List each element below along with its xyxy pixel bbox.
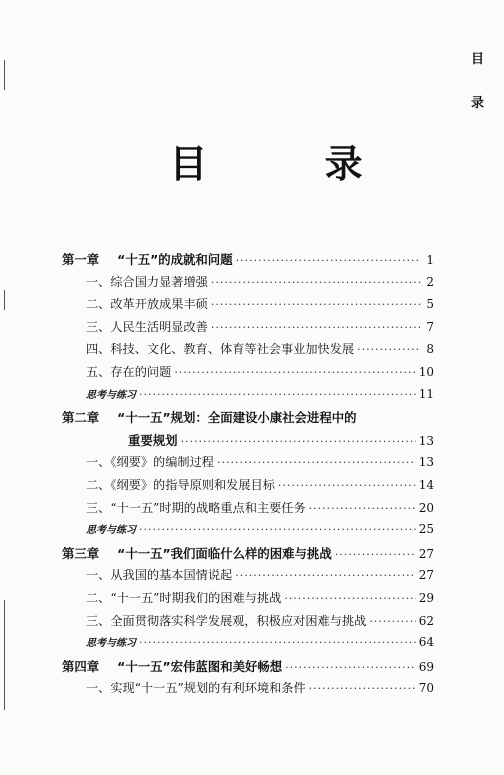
toc-chapter-entry[interactable] (62, 431, 434, 454)
chapter-number: 第三章 (62, 545, 100, 561)
toc-entry-text: “十五”的成就和问题 (117, 252, 233, 267)
leader-dots (139, 388, 416, 401)
toc-section-entry[interactable] (62, 273, 434, 296)
toc-entry-label (86, 476, 275, 493)
toc-entry-label (86, 318, 208, 335)
toc-entry-label (62, 408, 357, 426)
toc-page-number: 7 (426, 319, 434, 334)
toc-page-number: 13 (418, 433, 434, 448)
chapter-number: 第一章 (62, 252, 100, 267)
toc-entry-text: 思考与练习 (86, 638, 136, 650)
toc-entry-text: “十一五”我们面临什么样的困难与挑战 (117, 545, 332, 561)
toc-section-entry[interactable] (62, 295, 434, 318)
toc-section-entry[interactable] (62, 363, 434, 386)
leader-dots (236, 254, 421, 267)
toc-section-entry[interactable] (62, 612, 434, 635)
toc-entry-text: 一、实现“十一五”规划的有利环境和条件 (86, 681, 306, 696)
toc-chapter-entry[interactable] (62, 657, 434, 680)
toc-entry-label (86, 634, 136, 649)
toc-entry-text: 三、人民生活明显改善 (86, 319, 208, 334)
scan-edge-mark (4, 60, 5, 90)
toc-page-number: 64 (418, 635, 434, 650)
toc-exercise-entry[interactable] (62, 634, 434, 657)
toc-entry-label (128, 431, 178, 449)
toc-page-number: 70 (418, 681, 434, 696)
toc-page-number: 25 (418, 522, 434, 537)
toc-page-number: 69 (418, 659, 434, 674)
toc-entry-label (86, 453, 214, 470)
chapter-number: 第二章 (62, 410, 100, 426)
toc-entry-text: 三、全面贯彻落实科学发展观，积极应对困难与挑战 (86, 613, 367, 628)
toc-page-number: 2 (426, 274, 434, 289)
toc-entry-text: 二、改革开放成果丰硕 (86, 297, 208, 312)
toc-chapter-entry[interactable] (62, 408, 434, 431)
toc-entry-label (86, 386, 136, 401)
page-title: 目 录 (169, 142, 415, 186)
leader-dots (235, 569, 415, 582)
toc-entry-label (86, 589, 281, 606)
toc-entry-label (86, 566, 232, 583)
leader-dots (284, 592, 415, 605)
toc-entry-label (86, 273, 208, 290)
toc-entry-label (62, 544, 332, 562)
toc-section-entry[interactable] (62, 679, 434, 702)
toc-entry-label (86, 679, 306, 696)
toc-entry-text: 二、“十一五”时期我们的困难与挑战 (86, 590, 282, 605)
toc-section-entry[interactable] (62, 453, 434, 476)
scan-edge-mark (4, 600, 5, 710)
leader-dots (174, 366, 415, 379)
toc-entry-label (86, 340, 354, 357)
toc-entry-label (62, 250, 233, 268)
toc-section-entry[interactable] (62, 589, 434, 612)
toc-page-number: 11 (418, 386, 434, 401)
leader-dots (211, 298, 421, 311)
toc-page-number: 62 (418, 613, 434, 628)
scan-edge-mark (4, 290, 5, 310)
toc-entry-label (86, 363, 171, 380)
toc-section-entry[interactable] (62, 566, 434, 589)
toc-entry-text: “十一五”宏伟蓝图和美好畅想 (117, 658, 283, 674)
toc-entry-text: 一、综合国力显著增强 (86, 274, 208, 289)
toc-entry-label (86, 612, 366, 629)
toc-chapter-entry[interactable] (62, 250, 434, 273)
toc-page-number: 1 (426, 253, 434, 267)
toc-exercise-entry[interactable] (62, 386, 434, 409)
toc-entry-text: 一、从我国的基本国情说起 (86, 568, 233, 583)
toc-page-number: 10 (418, 364, 434, 379)
leader-dots (309, 682, 416, 695)
toc-page-number: 14 (418, 477, 434, 492)
toc-entry-text: 四、科技、文化、教育、体育等社会事业加快发展 (86, 342, 355, 357)
leader-dots (278, 479, 416, 492)
toc-entry-text: 三、“十一五”时期的战略重点和主要任务 (86, 500, 306, 515)
leader-dots (335, 548, 416, 561)
toc-page-number: 20 (418, 500, 434, 515)
leader-dots (285, 661, 416, 674)
toc-entry-text: 一、《纲要》的编制过程 (86, 455, 214, 470)
chapter-number: 第四章 (62, 658, 100, 674)
toc-entry-label (86, 295, 208, 312)
toc-page-number: 13 (418, 455, 434, 470)
table-of-contents (62, 250, 434, 702)
toc-entry-label (86, 521, 136, 536)
leader-dots (181, 435, 416, 448)
side-label-lu: 录 (470, 96, 484, 111)
toc-entry-text: 二、《纲要》的指导原则和发展目标 (86, 477, 275, 492)
toc-entry-text: “十一五”规划：全面建设小康社会进程中的 (117, 410, 357, 426)
leader-dots (211, 276, 421, 289)
toc-page-number: 8 (426, 342, 434, 357)
toc-entry-text: 五、存在的问题 (86, 364, 172, 379)
leader-dots (211, 321, 421, 334)
toc-entry-text: 重要规划 (128, 432, 178, 448)
toc-chapter-entry[interactable] (62, 544, 434, 567)
toc-entry-text: 思考与练习 (86, 525, 136, 537)
leader-dots (357, 343, 421, 356)
toc-entry-label (86, 499, 306, 516)
leader-dots (369, 615, 415, 628)
toc-page-number: 5 (426, 297, 434, 312)
leader-dots (309, 502, 416, 515)
toc-page-number: 29 (418, 590, 434, 605)
leader-dots (139, 523, 416, 536)
toc-page-number: 27 (418, 568, 434, 583)
toc-entry-label (62, 657, 282, 675)
leader-dots (217, 456, 416, 469)
toc-section-entry[interactable] (62, 476, 434, 499)
side-label-mu: 目 (470, 52, 484, 67)
toc-section-entry[interactable] (62, 318, 434, 341)
toc-page-number: 27 (418, 546, 434, 561)
leader-dots (139, 636, 416, 649)
toc-section-entry[interactable] (62, 340, 434, 363)
toc-exercise-entry[interactable] (62, 521, 434, 544)
toc-entry-text: 思考与练习 (86, 389, 136, 401)
toc-section-entry[interactable] (62, 499, 434, 522)
